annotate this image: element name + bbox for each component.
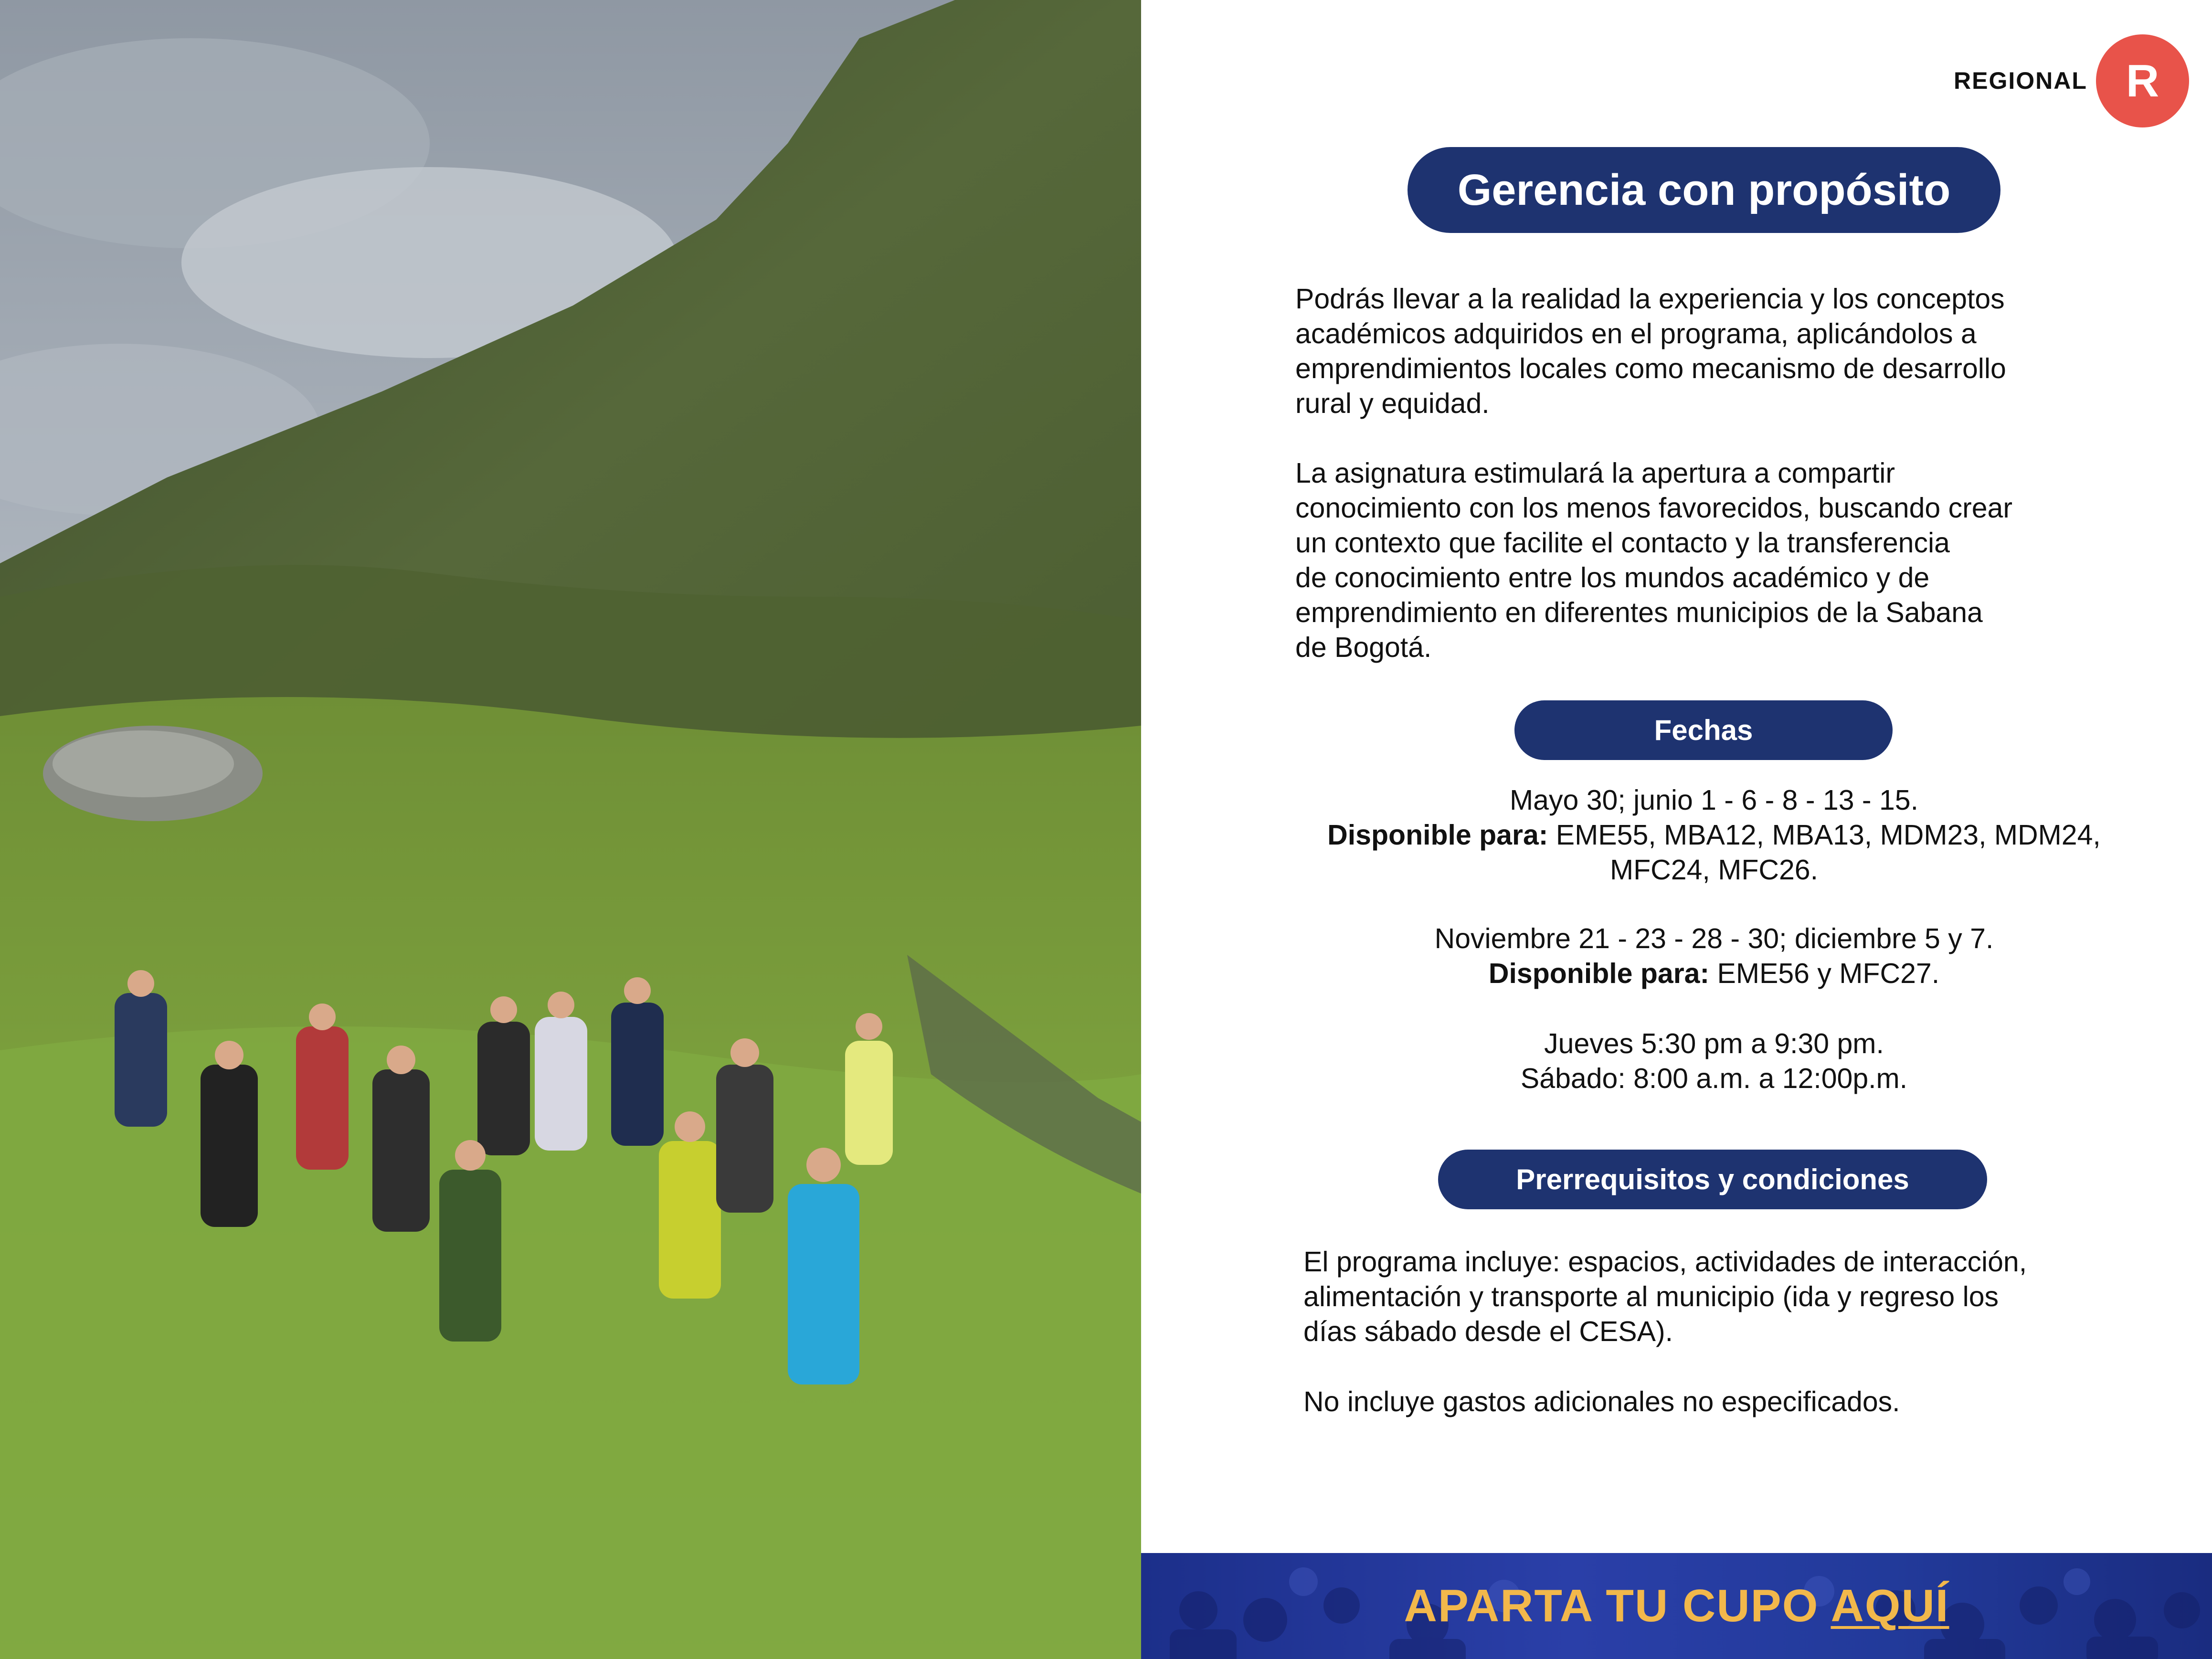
dates-text: Mayo 30; junio 1 - 6 - 8 - 13 - 15. — [1510, 784, 1918, 816]
availability-line — [1284, 956, 2144, 991]
cta-prefix: APARTA TU CUPO — [1404, 1580, 1831, 1631]
cta-text — [1141, 1553, 2212, 1659]
dates-group-2 — [1284, 921, 2144, 991]
intro-paragraph-1 — [1295, 282, 2006, 421]
excludes-paragraph — [1303, 1384, 1900, 1419]
intro-line: académicos adquiridos en el programa, aplicándolos a — [1295, 318, 1977, 349]
intro-line: La asignatura estimulará la apertura a compartir — [1295, 457, 1895, 489]
availability-label: Disponible para: — [1327, 819, 1548, 851]
includes-line: El programa incluye: espacios, actividades de interacción, — [1303, 1246, 2027, 1278]
excludes-line: No incluye gastos adicionales no especificados. — [1303, 1386, 1900, 1417]
intro-line: rural y equidad. — [1295, 388, 1490, 419]
includes-paragraph — [1303, 1245, 2027, 1349]
page-title: Gerencia con propósito — [1408, 147, 2000, 233]
intro-line: emprendimientos locales como mecanismo de desarrollo — [1295, 353, 2006, 384]
dates-group-1 — [1284, 783, 2144, 888]
cta-banner[interactable] — [1141, 1553, 2212, 1659]
availability-programs: EME56 y MFC27. — [1709, 958, 1940, 989]
intro-line: de Bogotá. — [1295, 632, 1432, 663]
intro-line: un contexto que facilite el contacto y la transferencia — [1295, 527, 1950, 559]
schedule — [1284, 1026, 2144, 1096]
intro-paragraph-2 — [1295, 456, 2012, 665]
schedule-line: Sábado: 8:00 a.m. a 12:00p.m. — [1520, 1063, 1908, 1094]
regional-badge: R — [2096, 34, 2189, 127]
intro-line: conocimiento con los menos favorecidos, buscando crear — [1295, 492, 2013, 524]
includes-line: días sábado desde el CESA). — [1303, 1316, 1673, 1347]
dates-text: Noviembre 21 - 23 - 28 - 30; diciembre 5 y 7. — [1434, 923, 1994, 954]
availability-programs: EME55, MBA12, MBA13, MDM23, MDM24, — [1548, 819, 2101, 851]
intro-line: Podrás llevar a la realidad la experiencia y los conceptos — [1295, 283, 2005, 315]
cta-link[interactable]: AQUÍ — [1831, 1580, 1949, 1631]
availability-label: Disponible para: — [1488, 958, 1710, 989]
schedule-line: Jueves 5:30 pm a 9:30 pm. — [1544, 1028, 1884, 1059]
availability-line — [1284, 818, 2144, 853]
availability-programs-cont: MFC24, MFC26. — [1609, 854, 1819, 886]
regional-label: REGIONAL — [1954, 67, 2087, 94]
includes-line: alimentación y transporte al municipio (ida y regreso los — [1303, 1281, 1999, 1312]
fechas-heading: Fechas — [1514, 700, 1893, 760]
intro-line: de conocimiento entre los mundos académico y de — [1295, 562, 1930, 593]
prereq-heading: Prerrequisitos y condiciones — [1438, 1150, 1987, 1209]
intro-line: emprendimiento en diferentes municipios de la Sabana — [1295, 597, 1983, 628]
